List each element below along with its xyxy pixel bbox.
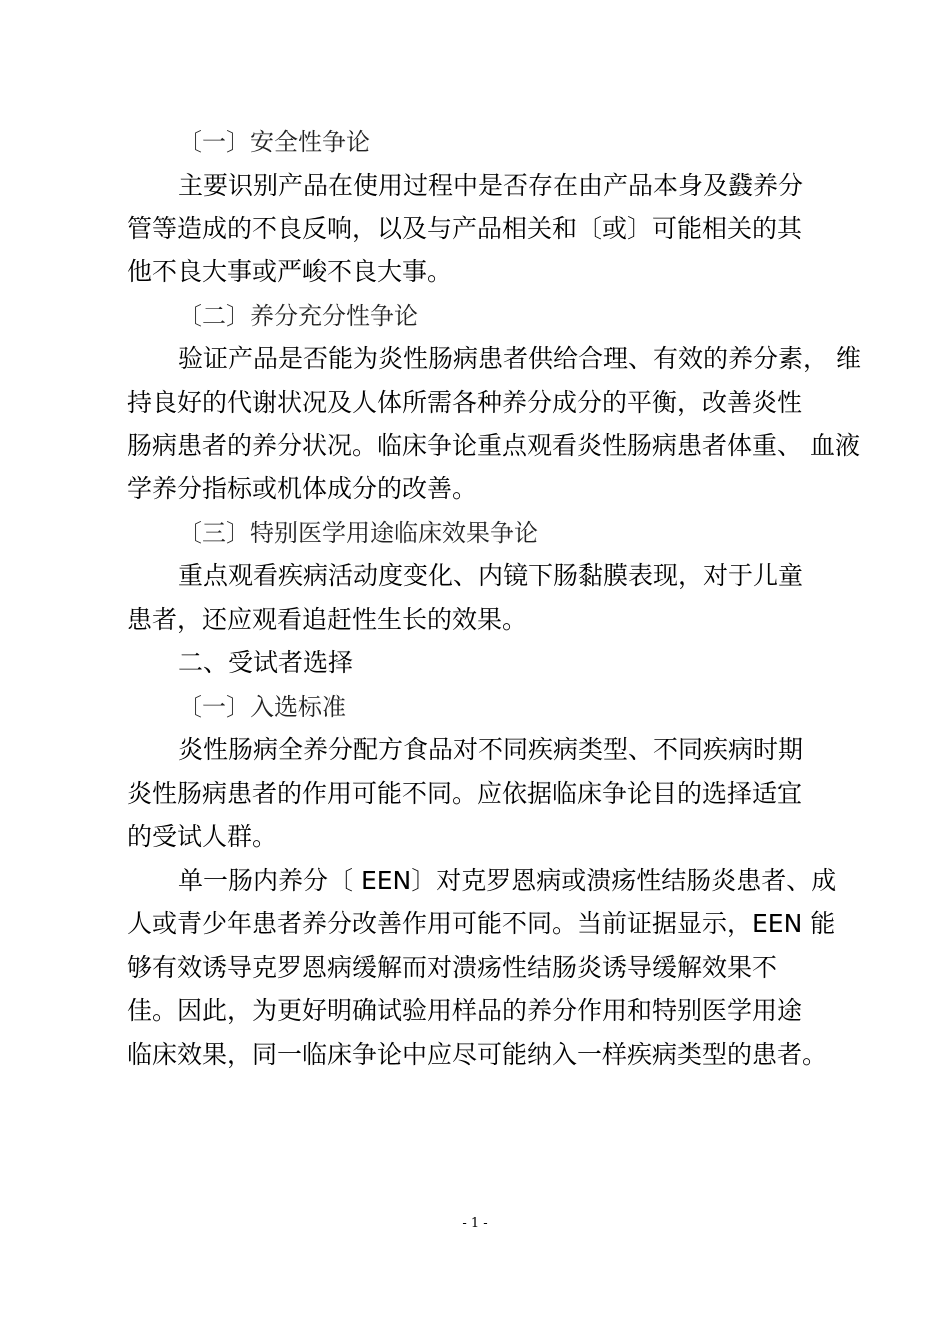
paragraph-line: 的受试人群。	[127, 822, 278, 851]
paragraph-line: 够有效诱导克罗恩病缓解而对溃疡性结肠炎诱导缓解效果不	[127, 953, 778, 982]
paragraph-line: 他不良大事或严峻不良大事。	[127, 257, 453, 286]
paragraph-line: 重点观看疾病活动度变化、内镜下肠黏膜表现，对于儿童	[178, 561, 804, 590]
paragraph-line: 人或青少年患者养分改善作用可能不同。当前证据显示，EEN 能	[127, 909, 836, 938]
paragraph-line: 主要识别产品在使用过程中是否存在由产品本身及鼗养分	[178, 171, 804, 200]
section-heading-subject-selection: 二、受试者选择	[178, 648, 354, 677]
page-number: - 1 -	[462, 1216, 488, 1231]
paragraph-line: 患者，还应观看追赶性生长的效果。	[127, 605, 528, 634]
paragraph-line: 学养分指标或机体成分的改善。	[127, 474, 478, 503]
paragraph-line: 验证产品是否能为炎性肠病患者供给合理、有效的养分素， 维	[178, 344, 861, 373]
paragraph-line: 管等造成的不良反响，以及与产品相关和〔或〕可能相关的其	[127, 214, 803, 243]
paragraph-line: 单一肠内养分〔 EEN〕对克罗恩病或溃疡性结肠炎患者、成	[178, 866, 837, 895]
subheading-nutrition-adequacy: 〔二〕养分充分性争论	[178, 302, 418, 330]
paragraph-line: 持良好的代谢状况及人体所需各种养分成分的平衡，改善炎性	[127, 388, 803, 417]
subheading-clinical-effect: 〔三〕特别医学用途临床效果争论	[178, 519, 538, 547]
paragraph-line: 肠病患者的养分状况。临床争论重点观看炎性肠病患者体重、 血液	[127, 431, 860, 460]
subheading-inclusion-criteria: 〔一〕入选标准	[178, 693, 346, 721]
paragraph-line: 佳。因此，为更好明确试验用样品的养分作用和特别医学用途	[127, 996, 803, 1025]
paragraph-line: 炎性肠病患者的作用可能不同。应依据临床争论目的选择适宜	[127, 779, 803, 808]
paragraph-line: 临床效果，同一临床争论中应尽可能纳入一样疾病类型的患者。	[127, 1040, 828, 1069]
subheading-safety-study: 〔一〕安全性争论	[178, 128, 370, 156]
paragraph-line: 炎性肠病全养分配方食品对不同疾病类型、不同疾病时期	[178, 735, 804, 764]
